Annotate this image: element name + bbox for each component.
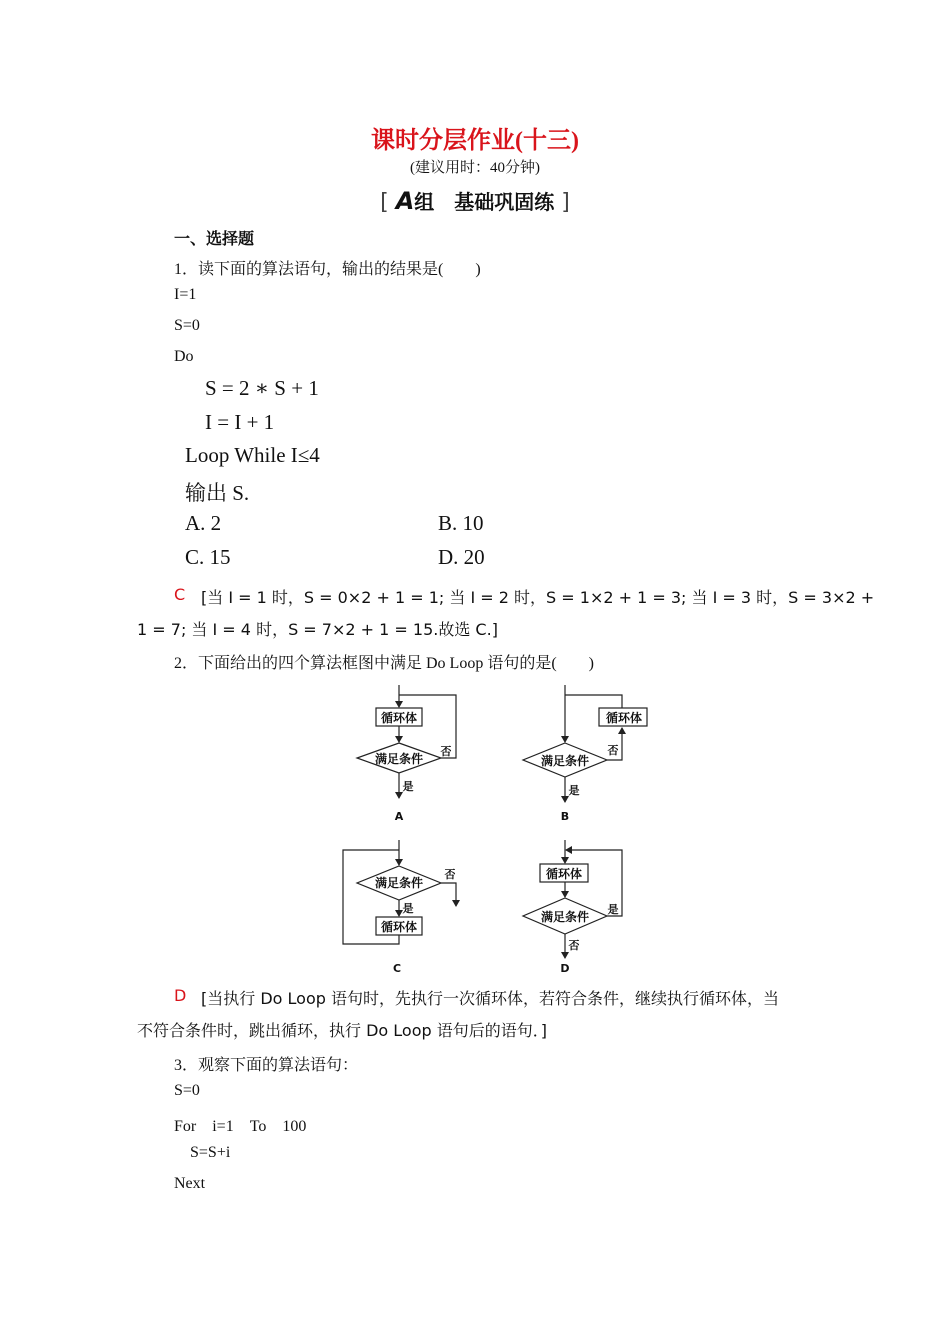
- yes-label: 是: [402, 780, 414, 793]
- loop-body-box: 循环体: [380, 711, 418, 725]
- diagram-label-d: D: [560, 962, 570, 975]
- q1-option-a: A. 2: [185, 511, 222, 535]
- q1-option-d: D. 20: [438, 545, 485, 569]
- diagram-label-c: C: [392, 962, 402, 975]
- q1-answer-letter: C: [174, 585, 186, 604]
- condition-diamond: 满足条件: [540, 754, 590, 768]
- group-label: 组 基础巩固练: [414, 190, 555, 214]
- no-label: 否: [568, 939, 580, 952]
- q1-code-line: I=1: [174, 286, 197, 303]
- bracket-right: ]: [561, 190, 570, 215]
- loop-body-box: 循环体: [380, 920, 418, 934]
- q1-answer-explanation: [当 I = 1 时，S = 0×2 + 1 = 1; 当 I = 2 时，S = 1×2 + 1 = 3; 当 I = 3 时，S = 3×2 +: [201, 588, 875, 607]
- q1-code-line: Loop While I≤4: [185, 443, 320, 467]
- group-letter: A: [395, 187, 415, 215]
- yes-label: 是: [568, 784, 580, 797]
- flowchart-figure: [338, 680, 643, 980]
- condition-diamond: 满足条件: [374, 752, 424, 766]
- section-heading: 一、选择题: [174, 231, 255, 248]
- q2-stem: 2．下面给出的四个算法框图中满足 Do Loop 语句的是( ): [174, 655, 594, 672]
- no-label: 否: [444, 868, 456, 881]
- page-subtitle: (建议用时：40分钟): [410, 160, 540, 176]
- q1-option-b: B. 10: [438, 511, 484, 535]
- q2-answer-letter: D: [174, 986, 187, 1005]
- yes-label: 是: [402, 902, 414, 915]
- q1-answer-explanation: 1 = 7; 当 I = 4 时，S = 7×2 + 1 = 15.故选 C.]: [137, 620, 498, 639]
- q1-code-line: 输出 S.: [185, 481, 250, 505]
- no-label: 否: [607, 744, 619, 757]
- q1-option-c: C. 15: [185, 545, 231, 569]
- diagram-label-a: A: [394, 810, 404, 823]
- bracket-left: [: [380, 190, 389, 215]
- q3-code-line: S=S+i: [190, 1144, 231, 1161]
- q3-code-line: S=0: [174, 1082, 200, 1099]
- loop-body-box: 循环体: [605, 711, 643, 725]
- q1-code-line: S = 2 ∗ S + 1: [205, 376, 319, 400]
- q1-code-line: I = I + 1: [205, 410, 275, 434]
- diagram-label-b: B: [560, 810, 570, 823]
- q3-code-line: For i=1 To 100: [174, 1118, 307, 1135]
- group-heading: [0, 186, 950, 215]
- q1-code-line: S=0: [174, 317, 200, 334]
- q3-code-line: Next: [174, 1175, 206, 1192]
- q3-stem: 3．观察下面的算法语句：: [174, 1057, 359, 1074]
- q2-answer-explanation: 不符合条件时，跳出循环，执行 Do Loop 语句后的语句．]: [137, 1021, 547, 1040]
- page-title: 课时分层作业(十三): [371, 128, 579, 154]
- condition-diamond: 满足条件: [374, 876, 424, 890]
- loop-body-box: 循环体: [545, 867, 583, 881]
- q1-stem: 1．读下面的算法语句，输出的结果是( ): [174, 261, 481, 278]
- condition-diamond: 满足条件: [540, 910, 590, 924]
- no-label: 否: [440, 745, 452, 758]
- q1-code-line: Do: [174, 348, 194, 365]
- q2-answer-explanation: [当执行 Do Loop 语句时，先执行一次循环体，若符合条件，继续执行循环体，当: [201, 989, 779, 1008]
- yes-label: 是: [607, 903, 619, 916]
